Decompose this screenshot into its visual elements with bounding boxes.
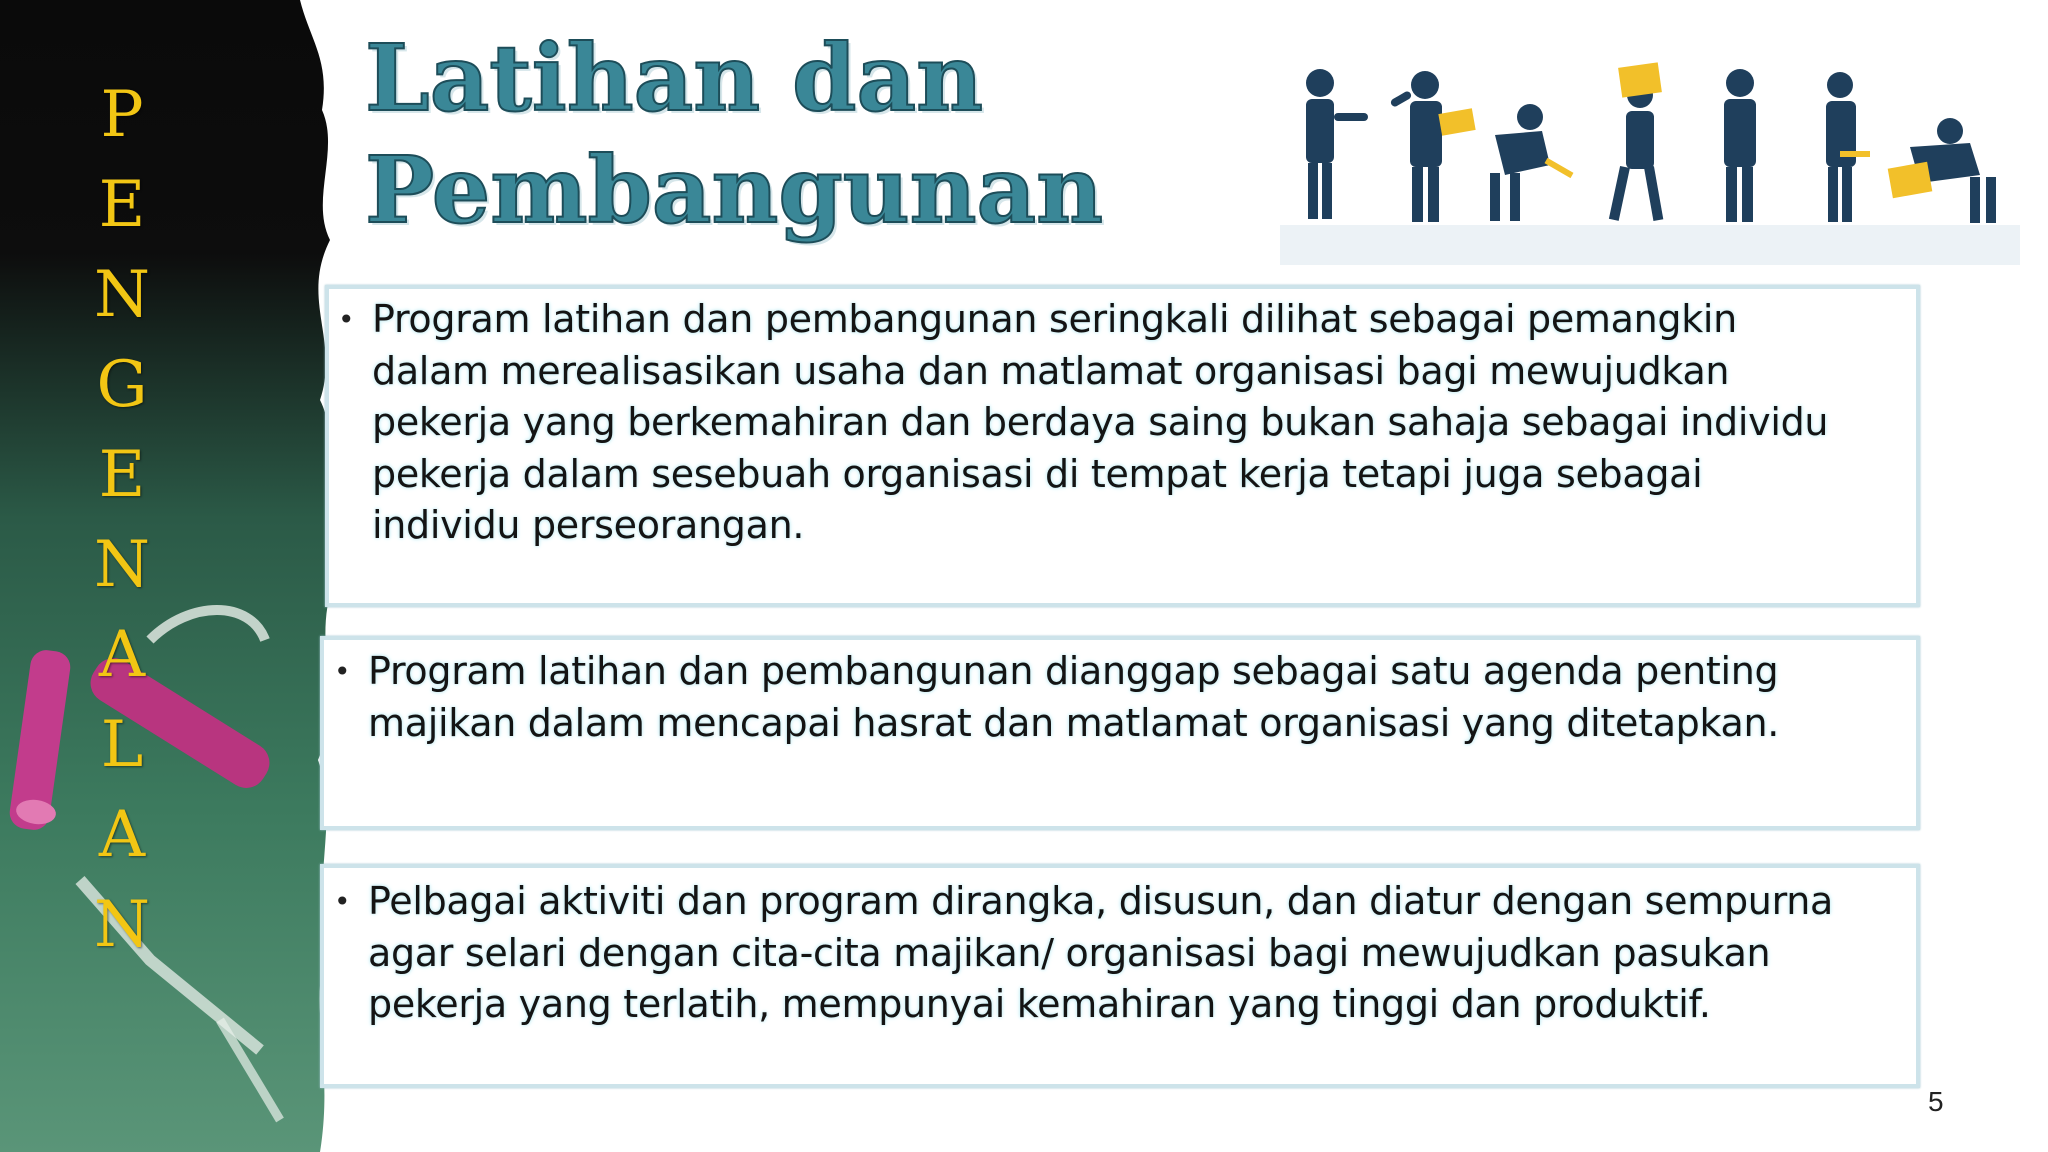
slide-title-line1: Latihan dan [365, 24, 983, 132]
bullet-text: Program latihan dan pembangunan dianggap sebagai satu agenda penting majikan dalam mencapai hasrat dan matlamat organisasi yang ditetapkan. [368, 649, 1780, 745]
bullet-item [338, 294, 1908, 552]
side-letter: N [94, 888, 150, 962]
side-letter: E [98, 438, 146, 512]
bullet-item [334, 876, 1909, 1031]
side-letter: N [94, 258, 150, 332]
side-vertical-title [82, 70, 162, 970]
bullet-marker: • [334, 655, 351, 688]
side-letter: E [98, 168, 146, 242]
bullet-marker: • [334, 885, 351, 918]
side-letter: P [100, 78, 144, 152]
side-letter: L [100, 708, 144, 782]
side-letter: A [98, 618, 146, 692]
bullet-marker: • [338, 303, 355, 336]
side-letter: A [98, 798, 146, 872]
bullet-text: Pelbagai aktiviti dan program dirangka, disusun, dan diatur dengan sempurna agar selari dengan cita-cita majikan/ organisasi bagi mewujudkan pasukan pekerja yang terlatih, mempunyai kemahiran yang tinggi dan produktif. [368, 879, 1833, 1026]
slide-title [365, 22, 1103, 246]
bullet-item [334, 646, 1909, 749]
page-number: 5 [1928, 1086, 1944, 1117]
side-letter: G [96, 348, 148, 422]
bullet-text: Program latihan dan pembangunan seringkali dilihat sebagai pemangkin dalam merealisasikan usaha dan matlamat organisasi bagi mewujudkan pekerja yang berkemahiran dan berdaya saing bukan sahaja sebagai individu pekerja dalam sesebuah organisasi di tempat kerja tetapi juga sebagai individu perseorangan. [372, 297, 1829, 547]
slide-title-line2: Pembangunan [365, 136, 1104, 244]
workers-silhouette-illustration [1280, 55, 2020, 265]
side-letter: N [94, 528, 150, 602]
